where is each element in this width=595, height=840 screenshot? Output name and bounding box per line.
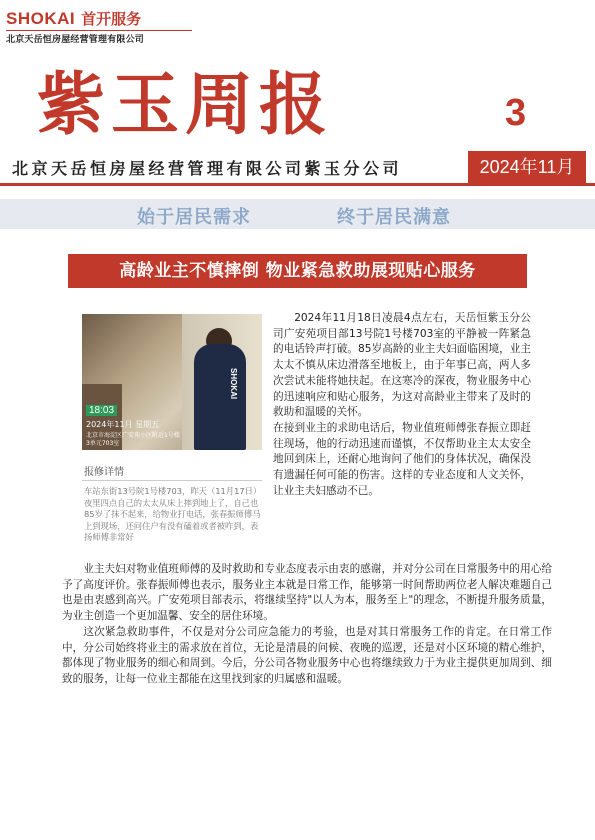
repair-details-title: 报修详情	[84, 467, 124, 478]
article-body-column	[273, 311, 531, 499]
branch-company-name: 北京天岳恒房屋经营管理有限公司紫玉分公司	[12, 159, 403, 178]
slogan-right: 终于居民满意	[337, 207, 451, 228]
paragraph-3: 业主夫妇对物业值班师傅的及时救助和专业态度表示由衷的感谢，并对分公司在日常服务中的用心给予了高度评价。张春振师傅也表示，服务业主本就是日常工作，能够第一时间帮助两位老人解决难题自己也是由衷感到高兴。广安苑项目部表示，将继续坚持"以人为本，服务至上"的理念，不断提升服务质量，为业主创造一个更加温馨、安全的居住环境。	[62, 563, 552, 623]
paragraph-1: 2024年11月18日凌晨4点左右，天岳恒紫玉分公司广安苑项目部13号院1号楼703室的平静被一阵紧急的电话铃声打破。85岁高龄的业主夫妇面临困境，业主太太不慎从床边滑落至地板上，由于年事已高，两人多次尝试未能将她扶起。在这寒冷的深夜，物业服务中心的迅速响应和贴心服务，为这对高龄业主带来了及时的救助和温暖的关怀。	[273, 312, 531, 419]
paragraph-2: 在接到业主的求助电话后，物业值班师傅张春振立即赶往现场，他的行动迅速而谨慎，不仅帮助业主太太安全地回到床上，还耐心地询问了他们的身体状况，确保没有遗漏任何可能的伤害。这样的专业态度和人文关怀，让业主夫妇感动不已。	[273, 421, 531, 497]
company-logo	[6, 8, 196, 45]
logo-service-name: 首开服务	[81, 10, 142, 28]
header-divider	[0, 183, 595, 186]
logo-underline	[6, 30, 192, 31]
repair-details-text: 车站东街13号院1号楼703，昨天（11月17日）夜里四点自己的太太从床上摔到地上了，自己也85岁了抹不起来，给物业打电话，张春振师傅马上到现场，还问住户有没有磕着或者被咋到，表扬师傅非常好	[84, 486, 262, 542]
issue-number: 3	[505, 92, 527, 134]
caption-divider	[82, 480, 262, 481]
article-photo	[82, 314, 262, 450]
logo-company-name: 北京天岳恒房屋经营管理有限公司	[6, 35, 145, 45]
issue-date-badge: 2024年11月	[468, 151, 586, 183]
paragraph-4: 这次紧急救助事件，不仅是对分公司应急能力的考验，也是对其日常服务工作的肯定。在日常工作中，分公司始终将业主的需求放在首位，无论是清晨的问候、夜晚的巡逻，还是对小区环境的精心维护，都体现了物业服务的细心和周到。今后，分公司各物业服务中心也将继续致力于为业主提供更加周到、细致的服务，让每一位业主都能在这里找到家的归属感和温暖。	[62, 625, 552, 685]
article-body-full	[62, 562, 552, 688]
photo-worker	[194, 344, 246, 450]
stamp-time: 18:03	[86, 405, 117, 416]
newsletter-masthead: 紫玉周报	[37, 66, 334, 145]
article-headline: 高龄业主不慎摔倒 物业紧急救助展现贴心服务	[119, 261, 476, 281]
stamp-address: 北京市海淀区广安苑小区附近1号楼3单元703室	[86, 432, 180, 447]
photo-timestamp	[86, 398, 182, 446]
logo-wordmark: SHOKAI	[6, 9, 76, 28]
slogan-bar	[0, 199, 595, 229]
slogan-left: 始于居民需求	[137, 207, 251, 228]
uniform-logo: SHOKAI	[229, 368, 238, 400]
stamp-date: 2024年11月 星期五	[86, 420, 160, 429]
